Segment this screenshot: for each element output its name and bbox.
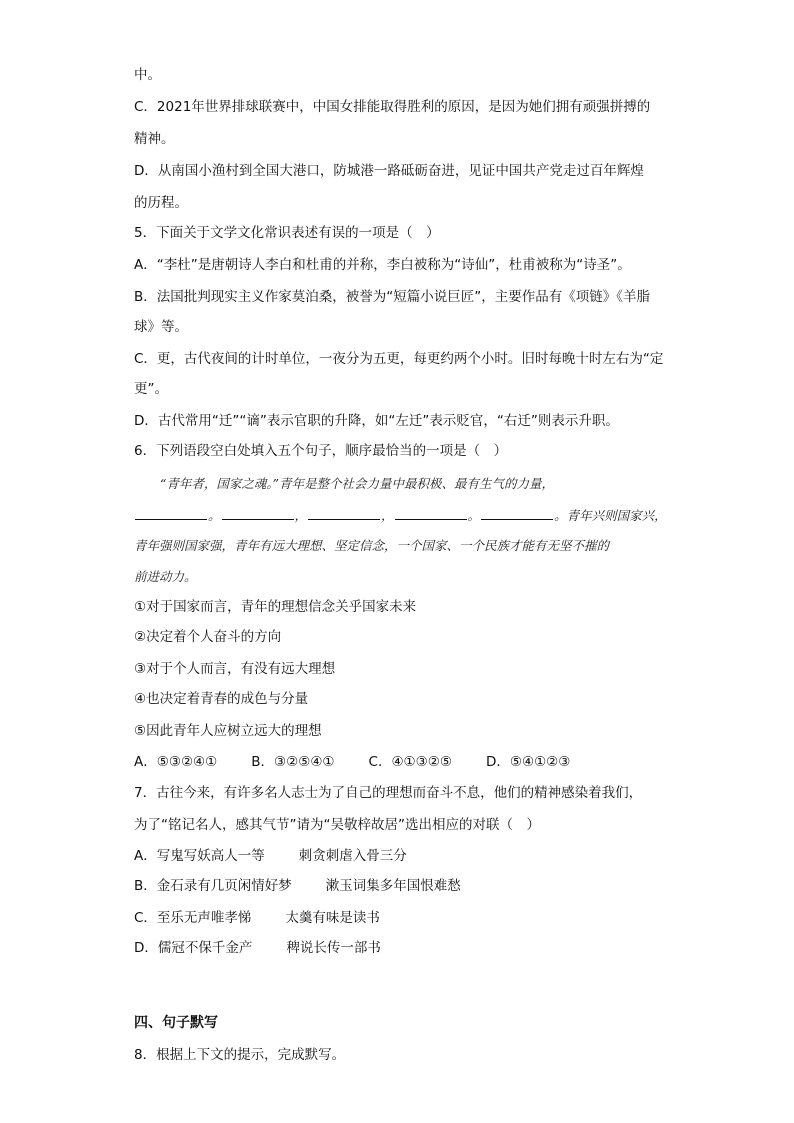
text-line: 的历程。 — [134, 195, 188, 211]
q5-option-b: B．法国批判现实主义作家莫泊桑，被誉为“短篇小说巨匠”，主要作品有《项链》《羊脂 — [134, 289, 650, 305]
blank-1[interactable] — [135, 507, 207, 520]
passage-line: 青年强则国家强，青年有远大理想、坚定信念，一个国家、一个民族才能有无坚不摧的 — [134, 538, 610, 553]
blank-4[interactable] — [395, 507, 467, 520]
q6-option-a[interactable]: A．⑤③②④① — [134, 754, 218, 770]
q7-option-d[interactable]: D．儒冠不保千金产 稗说长传一部书 — [134, 940, 381, 956]
text-line: 球》等。 — [134, 319, 188, 335]
blank-5[interactable] — [481, 507, 553, 520]
text-line: 中。 — [134, 67, 161, 83]
section-heading: 四、句子默写 — [134, 1015, 218, 1031]
sentence-2: ②决定着个人奋斗的方向 — [134, 629, 282, 645]
sentence-1: ①对于国家而言，青年的理想信念关乎国家未来 — [134, 599, 417, 615]
question-5: 5．下面关于文学文化常识表述有误的一项是（ ） — [134, 225, 440, 241]
text-line: 精神。 — [134, 131, 175, 147]
passage-blanks-line: 。 ， ， 。 。青年兴则国家兴， — [134, 506, 667, 526]
q5-option-a: A．“李杜”是唐朝诗人李白和杜甫的并称，李白被称为“诗仙”，杜甫被称为“诗圣”。 — [134, 257, 631, 273]
q6-option-b[interactable]: B．③②⑤④① — [251, 754, 335, 770]
q7-option-b[interactable]: B．金石录有几页闲情好梦 漱玉词集多年国恨难愁 — [134, 878, 461, 894]
passage-line: 前进动力。 — [134, 569, 197, 584]
q7-option-a[interactable]: A．写鬼写妖高人一等 刺贪刺虐入骨三分 — [134, 848, 407, 864]
q6-option-c[interactable]: C．④①③②⑤ — [368, 754, 452, 770]
q5-option-c: C．更，古代夜间的计时单位，一夜分为五更，每更约两个小时。旧时每晚十时左右为“定 — [134, 351, 664, 367]
q7-option-c[interactable]: C．至乐无声唯孝悌 太羹有味是读书 — [134, 910, 380, 926]
sentence-5: ⑤因此青年人应树立远大的理想 — [134, 723, 322, 739]
question-6: 6．下列语段空白处填入五个句子，顺序最恰当的一项是（ ） — [134, 443, 508, 459]
q5-option-d: D．古代常用“迁”“谪”表示官职的升降，如“左迁”表示贬官，“右迁”则表示升职。 — [134, 413, 619, 429]
sentence-3: ③对于个人而言，有没有远大理想 — [134, 661, 336, 677]
text-line: 更”。 — [134, 381, 168, 397]
q6-option-d[interactable]: D．⑤④①②③ — [485, 754, 571, 770]
option-c-text: C．2021年世界排球联赛中，中国女排能取得胜利的原因，是因为她们拥有顽强拼搏的 — [134, 99, 651, 115]
blank-2[interactable] — [222, 507, 294, 520]
text-line: 为了“铭记名人，感其气节”请为“吴敬梓故居”选出相应的对联（ ） — [134, 817, 540, 833]
q6-options-row — [134, 752, 570, 772]
question-7: 7．古往今来，有许多名人志士为了自己的理想而奋斗不息，他们的精神感染着我们， — [134, 785, 643, 801]
question-8: 8．根据上下文的提示，完成默写。 — [134, 1047, 346, 1063]
sentence-4: ④也决定着青春的成色与分量 — [134, 691, 309, 707]
blank-3[interactable] — [308, 507, 380, 520]
option-d-text: D．从南国小渔村到全国大港口，防城港一路砥砺奋进，见证中国共产党走过百年辉煌 — [134, 163, 644, 179]
passage-line: “青年者，国家之魂。”青年是整个社会力量中最积极、最有生气的力量， — [160, 476, 555, 491]
